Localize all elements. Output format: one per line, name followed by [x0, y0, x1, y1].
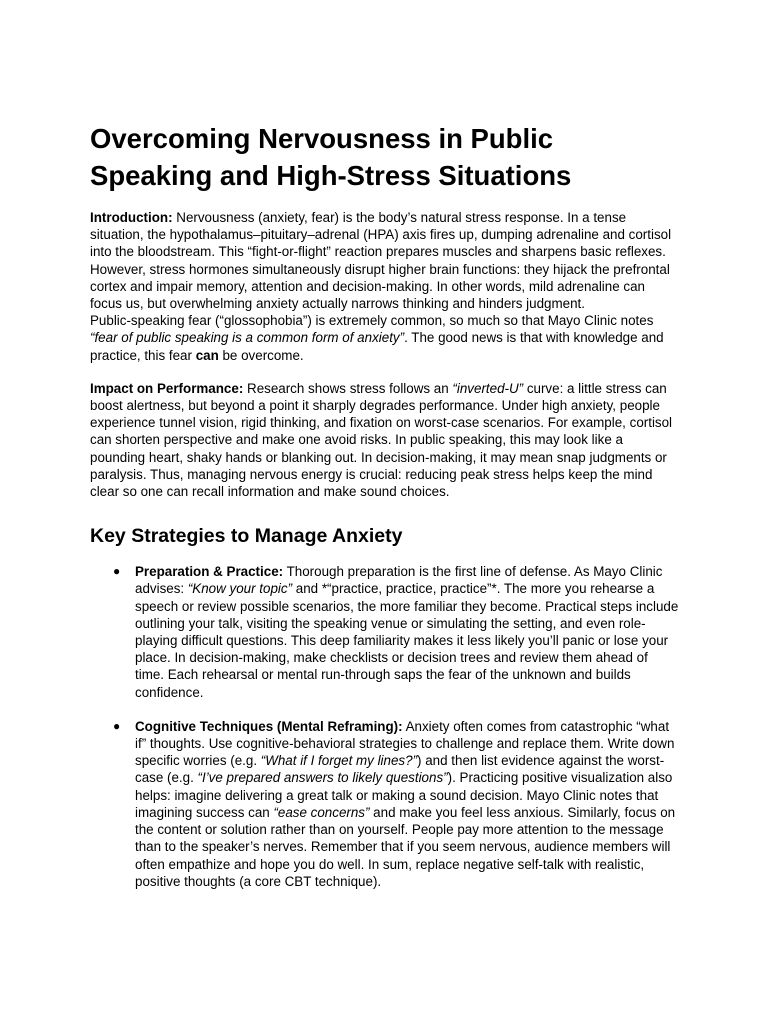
strategy-text: and *“practice, practice, practice”*. The more you rehearse a speech or review possible scenarios, the more familiar they become. Practical steps include outlining your talk, visiting the speaking venue or simulating the setting, and even role-playing difficult questions. This deep familiarity makes it less likely you’ll panic or lose your place. In decision-making, make checklists or decision trees and review them ahead of time. Each rehearsal or mental run-through saps the fear of the unknown and builds confidence. — [135, 581, 679, 700]
strategy-text: ) and then list evidence against the worst-case (e.g. — [135, 753, 665, 786]
strategy-quote: “What if I forget my lines?” — [260, 753, 418, 769]
impact-quote: “inverted-U” — [452, 380, 524, 396]
list-item — [90, 563, 680, 701]
intro-text-1: Nervousness (anxiety, fear) is the body’s natural stress response. In a tense situation, the hypothalamus–pituitary–adrenal (HPA) axis fires up, dumping adrenaline and cortisol into the bloodstream. This “fight-or-flight” reaction prepares muscles and sharpens basic reflexes. However, stress hormones simultaneously disrupt higher brain functions: they hijack the prefrontal cortex and impair memory, attention and decision-making. In other words, mild adrenaline can focus us, but overwhelming anxiety actually narrows thinking and hinders judgment. Public‑speaking fear (“glossophobia”) is extremely common, so much so that Mayo Clinic notes — [90, 210, 672, 329]
impact-paragraph — [90, 380, 680, 500]
strategy-quote: “Know your topic” — [187, 581, 293, 597]
strategy-label: Cognitive Techniques (Mental Reframing): — [135, 718, 403, 734]
strategy-text: Thorough preparation is the first line of defense. As Mayo Clinic advises: — [135, 564, 663, 597]
strategy-label: Preparation & Practice: — [135, 564, 284, 580]
intro-label: Introduction: — [90, 210, 173, 225]
strategies-heading: Key Strategies to Manage Anxiety — [90, 525, 403, 548]
strategy-text: ). Practicing positive visualization also helps: imagine delivering a great talk or making a sound decision. Mayo Clinic notes that imagining success can — [135, 770, 673, 820]
intro-quote: “fear of public speaking is a common form of anxiety” — [90, 330, 405, 346]
intro-paragraph — [90, 209, 680, 364]
strategy-text: and make you feel less anxious. Similarly, focus on the content or solution rather than on yourself. People pay more attention to the message than to the speaker’s nerves. Remember that if you seem nervous, audience members will often empathize and hope you do well. In sum, replace negative self-talk with realistic, positive thoughts (a core CBT technique). — [135, 804, 676, 889]
bullet-icon: ● — [113, 718, 121, 733]
intro-text-2: . The good news is that with knowledge and practice, this fear — [90, 330, 664, 363]
strategy-text: Anxiety often comes from catastrophic “what if” thoughts. Use cognitive‑behavioral strategies to challenge and replace them. Write down specific worries (e.g. — [135, 718, 675, 769]
intro-text-3: be overcome. — [218, 347, 304, 363]
impact-text-2: curve: a little stress can boost alertness, but beyond a point it sharply degrades performance. Under high anxiety, people experience tunnel vision, rigid thinking, and fixation on worst-case scenarios. For example, cortisol can shorten perspective and make one avoid risks. In public speaking, this may look like a pounding heart, shaky hands or blanking out. In decision-making, it may mean snap judgments or paralysis. Thus, managing nervous energy is crucial: reducing peak stress helps keep the mind clear so one can recall information and make sound choices. — [90, 380, 673, 500]
impact-label: Impact on Performance: — [90, 380, 244, 396]
strategies-list — [90, 563, 680, 890]
strategy-quote: “ease concerns” — [273, 804, 370, 820]
bullet-icon: ● — [113, 564, 121, 579]
impact-text-1: Research shows stress follows an — [243, 380, 453, 396]
strategy-quote: “I’ve prepared answers to likely questions” — [197, 770, 448, 786]
document-page — [90, 120, 680, 907]
intro-emphasis: can — [195, 347, 219, 363]
list-item — [90, 718, 680, 890]
document-title: Overcoming Nervousness in Public Speaking and High-Stress Situations — [90, 123, 572, 191]
